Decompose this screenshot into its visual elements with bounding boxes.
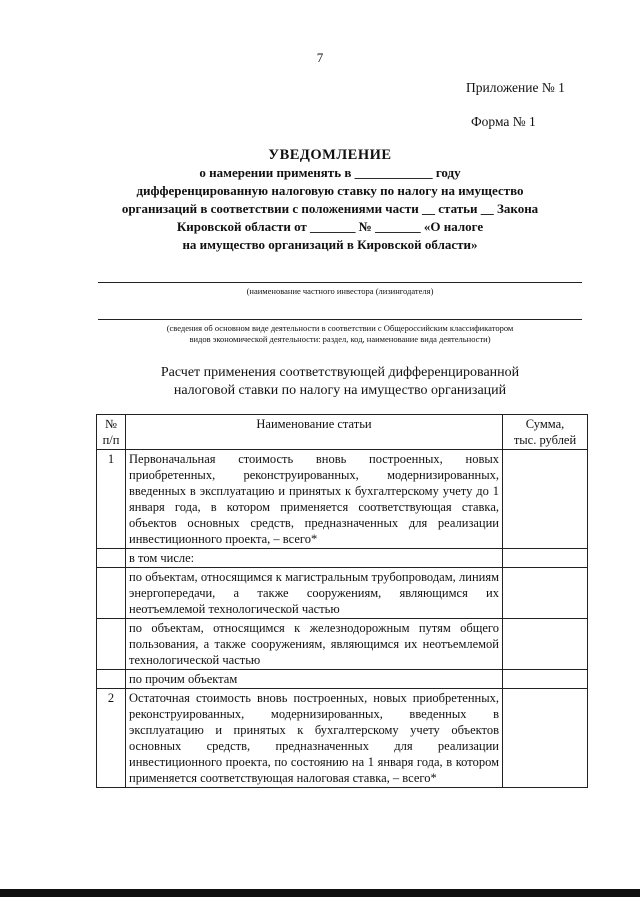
row-item-text: Остаточная стоимость вновь построенных, новых приобретенных, реконструированных, модернизированных, введенных в эксплуатацию и принятых к бухгалтерскому учету объектов основных средств, предназначенных для реализации инвестиционного проекта, по состоянию на 1 января года, в котором применяется соответствующая налоговая ставка, – всего* [126, 689, 503, 788]
notice-title-line: дифференцированную налоговую ставку по налогу на имущество [136, 183, 524, 198]
header-number [97, 415, 126, 450]
calculation-title-line: налоговой ставки по налогу на имущество организаций [173, 383, 507, 398]
row-sum-cell[interactable] [503, 450, 588, 549]
header-sum-line: Сумма, [525, 417, 565, 431]
table-row [97, 619, 588, 670]
notice-title-line: на имущество организаций в Кировской области» [182, 237, 478, 252]
table-row [97, 670, 588, 689]
form-number-label: Форма № 1 [471, 114, 536, 129]
calculation-table [96, 414, 588, 788]
row-sum-cell[interactable] [503, 670, 588, 689]
table-row [97, 568, 588, 619]
notice-title-line: организаций в соответствии с положениями части __ статьи __ Закона [121, 201, 539, 216]
table-header-row [97, 415, 588, 450]
header-item-name: Наименование статьи [126, 415, 503, 450]
row-number [97, 670, 126, 689]
table-row [97, 549, 588, 568]
row-number: 2 [97, 689, 126, 788]
header-sum-line: тыс. рублей [513, 433, 577, 447]
table-row [97, 450, 588, 549]
activity-info-caption-1: (сведения об основном виде деятельности в соответствии с Общероссийским классификатором [166, 323, 514, 333]
page-number: 7 [316, 50, 324, 65]
row-item-text: по объектам, относящимся к магистральным трубопроводам, линиям энергопередачи, а также сооружениям, являющимся их неотъемлемой технологической частью [126, 568, 503, 619]
row-sum-cell[interactable] [503, 619, 588, 670]
row-number: 1 [97, 450, 126, 549]
header-sum [503, 415, 588, 450]
notice-title-block [90, 146, 570, 254]
row-number [97, 549, 126, 568]
notice-title: УВЕДОМЛЕНИЕ [268, 147, 392, 163]
notice-title-line: о намерении применять в ____________ году [199, 165, 461, 180]
calculation-title-line: Расчет применения соответствующей дифференцированной [160, 365, 520, 380]
row-number [97, 619, 126, 670]
calculation-title [60, 364, 620, 400]
activity-info-field[interactable] [98, 319, 582, 320]
row-item-text: по прочим объектам [126, 670, 503, 689]
appendix-label: Приложение № 1 [466, 80, 565, 95]
header-number-line: № [105, 417, 117, 431]
row-number [97, 568, 126, 619]
investor-name-field[interactable] [98, 282, 582, 283]
row-item-text: в том числе: [126, 549, 503, 568]
activity-info-caption-2: видов экономической деятельности: раздел, код, наименование вида деятельности) [189, 334, 491, 344]
notice-title-line: Кировской области от _______ № _______ «О налоге [176, 219, 484, 234]
row-sum-cell[interactable] [503, 549, 588, 568]
scan-bottom-border [0, 889, 640, 897]
row-item-text: Первоначальная стоимость вновь построенных, новых приобретенных, реконструированных, модернизированных, введенных в эксплуатацию и принятых к бухгалтерскому учету до 1 января года, в котором применяется соответствующая ставка, объектов основных средств, предназначенных для реализации инвестиционного проекта, – всего* [126, 450, 503, 549]
row-sum-cell[interactable] [503, 689, 588, 788]
investor-name-caption: (наименование частного инвестора (лизингодателя) [246, 286, 434, 296]
row-item-text: по объектам, относящимся к железнодорожным путям общего пользования, а также сооружениям, являющимся их неотъемлемой технологической частью [126, 619, 503, 670]
table-row [97, 689, 588, 788]
header-number-line: п/п [102, 433, 120, 447]
row-sum-cell[interactable] [503, 568, 588, 619]
